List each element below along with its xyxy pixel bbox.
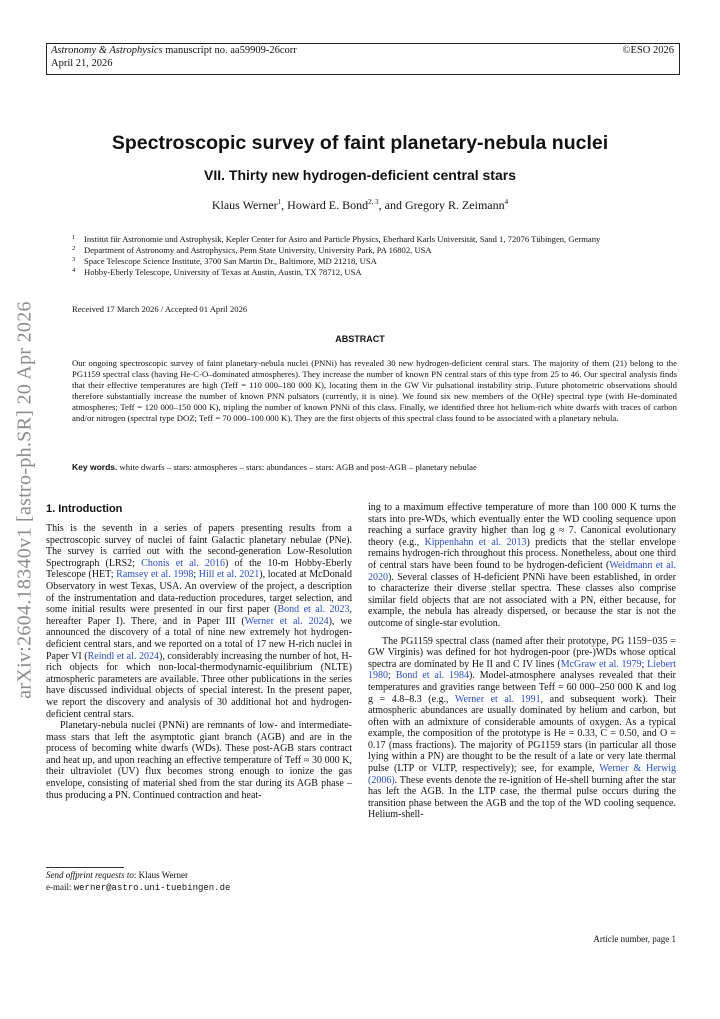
affiliation: 2 Department of Astronomy and Astrophysics, Penn State University, University Park, PA 16802, USA	[72, 245, 432, 255]
offprint-note	[46, 870, 188, 880]
citation-link[interactable]: Werner & Herwig (2006)	[368, 763, 676, 786]
citation-link[interactable]: Reindl et al. 2024	[87, 650, 159, 662]
intro-paragraph-4: The PG1159 spectral class (named after their prototype, PG 1159−035 = GW Virginis) was defined for hot hydrogen-poor (pre-)WDs whose optical spectra are dominated by He II and C IV lines (McGraw et al. 1979; Liebert 1980; Bond et al. 1984). Model-atmosphere analyses revealed that their temperatures and gravities range between Teff = 60 000–250 000 K and log g = 4.8–8.3 (e.g., Werner et al. 1991, and subsequent work). Their atmospheric abundances are usually dominated by helium and carbon, but often with an admixture of considerable amounts of oxygen. As a typical example, the composition of the prototype is He = 0.33, C = 0.50, and O = 0.17 (mass fractions). The majority of PG1159 stars (in particular all those lying within a PN) are thought to be the result of a late or very late thermal pulse (LTP or VLTP, respectively); see, for example, Werner & Herwig (2006). These events denote the re-ignition of He-shell burning after the star has left the AGB. In the LTP case, the thermal pulse occurs during the transition phase between the AGB and the top of the WD cooling sequence. Helium-shell-	[368, 635, 677, 821]
intro-paragraph-3: ing to a maximum effective temperature of more than 100 000 K turns the stars into pre-WDs, which eventually enter the WD cooling sequence upon reaching a surface gravity higher than log g ≈ 7. Canonical evolutionary theory (e.g., Kippenhahn et al. 2013) predicts that the stellar envelope remains hydrogen-rich throughout this process. Nonetheless, about one third of central stars have been found to be hydrogen-deficient (Weidmann et al. 2020). Several classes of H-deficient PNNi have been established, in order to characterize their diverse stellar spectra. These classes also comprise similar field objects that are not associated with a PN, either because, for example, the nebula has already dispersed, or because the star is not the outcome of single-star evolution.	[368, 502, 676, 629]
affiliation-list	[72, 234, 682, 278]
affiliation: 3 Space Telescope Science Institute, 3700 San Martin Dr., Baltimore, MD 21218, USA	[72, 256, 377, 266]
author-affil-mark: 2, 3	[368, 198, 379, 206]
paper-subtitle: VII. Thirty new hydrogen-deficient central stars	[204, 167, 516, 183]
author-name: , and Gregory R. Zeimann	[378, 198, 505, 212]
offprint-label: Send offprint requests to	[46, 870, 134, 880]
intro-paragraph-1: This is the seventh in a series of papers presenting results from a spectroscopic survey of nuclei of faint Galactic planetary nebulae (PNe). The survey is carried out with the second-generation Low-Resolution Spectrograph (LRS2; Chonis et al. 2016) of the 10-m Hobby-Eberly Telescope (HET; Ramsey et al. 1998; Hill et al. 2021), located at McDonald Observatory in west Texas, USA. An overview of the project, a description of the instrumentation and data-reduction procedures, target selection, and some initial results were presented in our first paper (Bond et al. 2023, hereafter Paper I). There, and in Paper III (Werner et al. 2024), we announced the discovery of a total of nine new extremely hot hydrogen-deficient central stars, and we reported on a total of 17 new H-rich nuclei in Paper VI (Reindl et al. 2024), considerably increasing the number of hot, H-rich objects for which non-local-thermodynamic-equilibrium (NLTE) atmospheric parameters are available. Three other publications in the series have discussed individual objects of special interest. In the present paper, we report the discovery and analysis of 30 additional hot and hydrogen-deficient central stars.	[46, 523, 353, 720]
citation-link[interactable]: Kippenhahn et al. 2013	[424, 536, 527, 548]
manuscript-number: manuscript no. aa59909-26corr	[165, 45, 297, 56]
author-name: Klaus Werner	[211, 198, 278, 212]
citation-link[interactable]: Liebert 1980	[368, 658, 676, 682]
received-dates: Received 17 March 2026 / Accepted 01 April 2026	[72, 304, 248, 314]
author-affil-mark: 4	[504, 198, 509, 206]
citation-link[interactable]: Werner et al. 2024	[244, 615, 329, 627]
arxiv-stamp[interactable]: arXiv:2604.18340v1 [astro-ph.SR] 20 Apr 2026	[13, 301, 36, 699]
author-list	[0, 198, 720, 213]
copyright: ©ESO 2026	[622, 45, 674, 56]
right-column	[368, 502, 676, 821]
keywords-label: Key words.	[72, 462, 118, 472]
citation-link[interactable]: Ramsey et al. 1998	[116, 569, 194, 581]
page-number: Article number, page 1	[593, 934, 676, 944]
left-column	[46, 523, 352, 801]
offprint-name: : Klaus Werner	[133, 870, 189, 880]
affiliation: 1 Institut für Astronomie und Astrophysik, Kepler Center for Astro and Particle Physics, Eberhard Karls Universität, Sand 1, 72076 Tübingen, Germany	[72, 234, 601, 244]
citation-link[interactable]: Bond et al. 2023	[277, 604, 350, 616]
affiliation: 4 Hobby-Eberly Telescope, University of Texas at Austin, Austin, TX 78712, USA	[72, 267, 362, 277]
author-affil-mark: 1	[277, 198, 282, 206]
citation-link[interactable]: Werner et al. 1991	[454, 693, 541, 705]
arxiv-stamp-container	[4, 300, 46, 700]
citation-link[interactable]: Chonis et al. 2016	[141, 557, 226, 569]
abstract-text: Our ongoing spectroscopic survey of faint planetary-nebula nuclei (PNNi) has revealed 30 new hydrogen-deficient central stars. The majority of them (21) belong to the PG1159 spectral class (having He-C-O–dominated atmospheres). They increase the number of known PN central stars of this type from 25 to 46. Our spectral analysis finds that their effective temperatures are high (Teff = 110 000–180 000 K), locating them in the GW Vir pulsational instability strip. Future photometric observations should therefore substantially increase the number of known PNN pulsators (currently, it is nine). We found six new members of the O(He) spectral type (with He-dominated atmospheres; Teff = 120 000–150 000 K), tripling the number of known PNNi of this class. Finally, we identified three hot helium-rich white dwarfs with traces of carbon and/or nitrogen (spectral type DOZ; Teff = 70 000–100 000 K). They are the first objects of this spectral class found to be associated with a planetary nebula.	[72, 358, 677, 423]
abstract-heading: ABSTRACT	[335, 334, 385, 344]
paper-title: Spectroscopic survey of faint planetary-nebula nuclei	[111, 132, 609, 154]
footnote-rule	[46, 867, 124, 868]
author-name: , Howard E. Bond	[281, 198, 369, 212]
keywords-list: white dwarfs – stars: atmospheres – stars: abundances – stars: AGB and post-AGB – planetary nebulae	[119, 462, 477, 472]
email-label: e-mail:	[46, 882, 74, 892]
email-address[interactable]: werner@astro.uni-tuebingen.de	[73, 883, 231, 893]
citation-link[interactable]: Hill et al. 2021	[198, 569, 260, 581]
citation-link[interactable]: Bond et al. 1984	[395, 670, 470, 682]
keywords	[72, 462, 677, 472]
citation-link[interactable]: McGraw et al. 1979	[560, 658, 642, 670]
section-heading: 1. Introduction	[46, 503, 123, 515]
journal-header	[46, 43, 680, 75]
email-line	[46, 882, 230, 893]
journal-name: Astronomy & Astrophysics	[51, 45, 163, 56]
intro-paragraph-2: Planetary-nebula nuclei (PNNi) are remnants of low- and intermediate-mass stars that left the asymptotic giant branch (AGB) and are in the process of becoming white dwarfs (WDs). These post-AGB stars contract and heat up, and upon reaching an effective temperature of Teff ≈ 30 000 K, their ultraviolet (UV) flux becomes strong enough to ionize the gas envelope, consisting of material shed from the star during its AGB phase – thus producing a PN. Continued contraction and heat-	[46, 720, 352, 801]
header-date: April 21, 2026	[51, 58, 113, 69]
citation-link[interactable]: Weidmann et al. 2020	[368, 559, 676, 583]
